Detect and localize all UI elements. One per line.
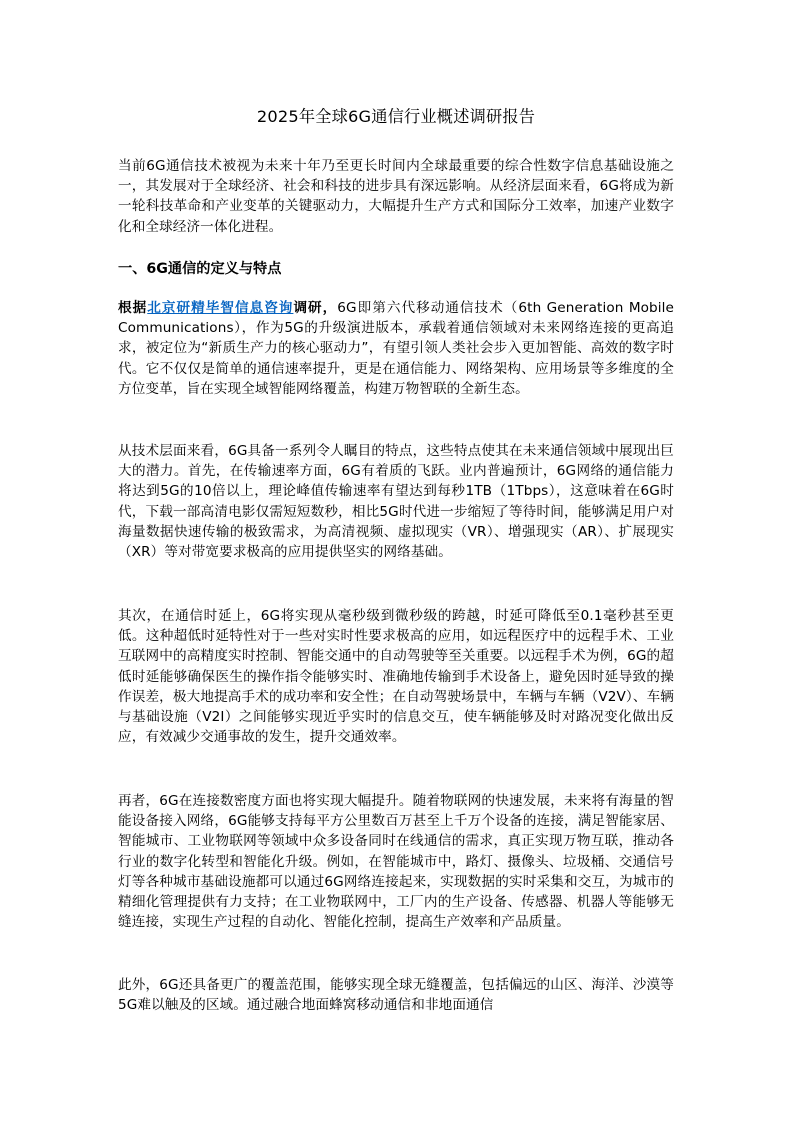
- document-title: 2025年全球6G通信行业概述调研报告: [256, 107, 536, 126]
- paragraph-definition: [118, 298, 674, 399]
- source-suffix: 调研，: [293, 300, 338, 316]
- paragraph-transmission-rate: 从技术层面来看，6G具备一系列令人瞩目的特点，这些特点使其在未来通信领域中展现出巨大的潜力。首先，在传输速率方面，6G有着质的飞跃。业内普遍预计，6G网络的通信能力将达到5G的10倍以上，理论峰值传输速率有望达到每秒1TB（1Tbps），这意味着在6G时代，下载一部高清电影仅需短短数秒，相比5G时代进一步缩短了等待时间，能够满足用户对海量数据快速传输的极致需求，为高清视频、虚拟现实（VR）、增强现实（AR）、扩展现实（XR）等对带宽要求极高的应用提供坚实的网络基础。: [118, 443, 674, 561]
- source-prefix: 根据: [118, 300, 148, 316]
- paragraph-intro: 当前6G通信技术被视为未来十年乃至更长时间内全球最重要的综合性数字信息基础设施之一，其发展对于全球经济、社会和科技的进步具有深远影响。从经济层面来看，6G将成为新一轮科技革命和产业变革的关键驱动力，大幅提升生产方式和国际分工效率，加速产业数字化和全球经济一体化进程。: [118, 158, 674, 235]
- paragraph-connection-density: 再者，6G在连接数密度方面也将实现大幅提升。随着物联网的快速发展，未来将有海量的智能设备接入网络，6G能够支持每平方公里数百万甚至上千万个设备的连接，满足智能家居、智能城市、工业物联网等领域中众多设备同时在线通信的需求，真正实现万物互联，推动各行业的数字化转型和智能化升级。例如，在智能城市中，路灯、摄像头、垃圾桶、交通信号灯等各种城市基础设施都可以通过6G网络连接起来，实现数据的实时采集和交互，为城市的精细化管理提供有力支持；在工业物联网中，工厂内的生产设备、传感器、机器人等能够无缝连接，实现生产过程的自动化、智能化控制，提高生产效率和产品质量。: [118, 793, 674, 931]
- section-heading: 一、6G通信的定义与特点: [118, 261, 282, 277]
- definition-text: 6G即第六代移动通信技术（6th Generation Mobile Communications），作为5G的升级演进版本，承载着通信领域对未来网络连接的更高追求，被定位为“新质生产力的核心驱动力”，有望引领人类社会步入更加智能、高效的数字时代。它不仅仅是简单的通信速率提升，更是在通信能力、网络架构、应用场景等多维度的全方位变革，旨在实现全域智能网络覆盖，构建万物智联的全新生态。: [118, 300, 675, 397]
- paragraph-latency: 其次，在通信时延上，6G将实现从毫秒级到微秒级的跨越，时延可降低至0.1毫秒甚至更低。这种超低时延特性对于一些对实时性要求极高的应用，如远程医疗中的远程手术、工业互联网中的高精度实时控制、智能交通中的自动驾驶等至关重要。以远程手术为例，6G的超低时延能够确保医生的操作指令能够实时、准确地传输到手术设备上，避免因时延导致的操作误差，极大地提高手术的成功率和安全性；在自动驾驶场景中，车辆与车辆（V2V）、车辆与基础设施（V2I）之间能够实现近乎实时的信息交互，使车辆能够及时对路况变化做出反应，有效减少交通事故的发生，提升交通效率。: [118, 608, 674, 746]
- source-link[interactable]: 北京研精毕智信息咨询: [147, 300, 294, 316]
- paragraph-coverage: 此外，6G还具备更广的覆盖范围，能够实现全球无缝覆盖，包括偏远的山区、海洋、沙漠等5G难以触及的区域。通过融合地面蜂窝移动通信和非地面通信: [118, 977, 674, 1014]
